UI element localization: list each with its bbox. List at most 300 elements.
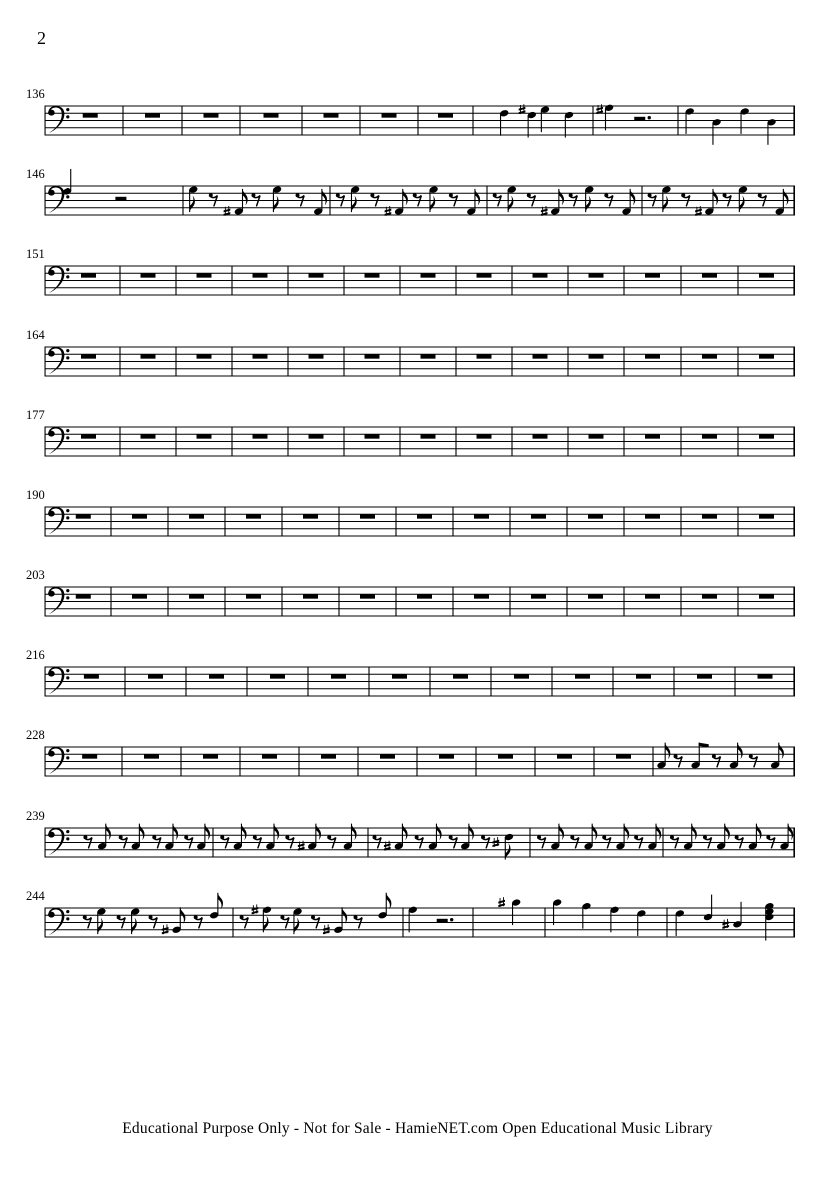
- whole-rest-icon: [81, 273, 96, 277]
- quarter-note: [499, 109, 509, 136]
- measure: [203, 754, 218, 758]
- whole-rest-icon: [531, 514, 546, 518]
- eighth-rest-icon: [354, 915, 363, 928]
- staff-line: [45, 135, 795, 136]
- eighth-rest-icon: [194, 915, 203, 928]
- measure: [702, 354, 717, 358]
- measure: [145, 113, 160, 117]
- quarter-note: [408, 906, 418, 933]
- eighth-flag-icon: [738, 743, 743, 760]
- staff-system-164: [26, 328, 795, 377]
- barline: [737, 587, 738, 617]
- eighth-rest-icon: [184, 835, 193, 848]
- barline: [45, 106, 46, 136]
- eighth-flag-icon: [322, 189, 327, 206]
- measure: [84, 674, 99, 678]
- barline: [399, 266, 400, 296]
- staff-system-228: [26, 728, 795, 777]
- barline: [472, 106, 473, 136]
- staff-line: [45, 922, 795, 923]
- staff-line: [45, 747, 795, 748]
- barline: [793, 427, 795, 457]
- staff-line: [45, 667, 795, 668]
- measure: [309, 354, 324, 358]
- eighth-flag-icon: [559, 189, 564, 206]
- barline: [475, 747, 476, 777]
- barline: [124, 667, 125, 697]
- measure: [702, 273, 717, 277]
- eighth-flag-icon: [139, 824, 144, 841]
- whole-rest-icon: [145, 113, 160, 117]
- barline: [298, 747, 299, 777]
- measure: [81, 273, 96, 277]
- whole-rest-icon: [575, 674, 590, 678]
- stem: [70, 169, 71, 191]
- measure: [270, 674, 285, 678]
- measure: [382, 113, 397, 117]
- barline: [231, 427, 232, 457]
- measure: [477, 273, 492, 277]
- page-number: 2: [37, 28, 46, 48]
- measure: [62, 169, 126, 201]
- stem: [553, 903, 554, 925]
- measure: [438, 113, 453, 117]
- eighth-rest-icon: [280, 915, 289, 928]
- eighth-rest-icon: [285, 835, 294, 848]
- barline: [182, 186, 183, 216]
- stem: [711, 895, 712, 917]
- measure: [498, 754, 513, 758]
- barline: [357, 747, 358, 777]
- barline: [167, 507, 168, 537]
- staff-system-136: [26, 87, 795, 145]
- eighth-flag-icon: [351, 824, 356, 841]
- measure: [645, 594, 660, 598]
- barline: [623, 266, 624, 296]
- staff-line: [45, 835, 795, 836]
- measure: [331, 674, 346, 678]
- eighth-rest-icon: [373, 835, 382, 848]
- whole-rest-icon: [421, 354, 436, 358]
- eighth-flag-icon: [241, 824, 246, 841]
- eighth-rest-icon: [703, 835, 712, 848]
- staff-line: [45, 587, 795, 588]
- staff-line: [45, 776, 795, 777]
- barline: [662, 828, 663, 858]
- measure: [144, 754, 159, 758]
- barline: [486, 186, 487, 216]
- barline: [677, 106, 678, 136]
- eighth-flag-icon: [592, 824, 597, 841]
- staff-line: [45, 456, 795, 457]
- barline: [181, 106, 182, 136]
- staff-line: [45, 361, 795, 362]
- bass-clef-icon: [48, 747, 69, 774]
- measure: [81, 434, 96, 438]
- whole-rest-icon: [76, 594, 91, 598]
- bass-clef-icon: [48, 266, 69, 293]
- barline: [45, 747, 46, 777]
- whole-rest-icon: [303, 594, 318, 598]
- quarter-note: [767, 118, 777, 145]
- measure: [189, 594, 204, 598]
- measure-number: 239: [26, 809, 45, 823]
- measure: [616, 754, 631, 758]
- eighth-flag-icon: [779, 743, 784, 760]
- barline: [641, 186, 642, 216]
- measure: [645, 514, 660, 518]
- staff-line: [45, 441, 795, 442]
- eighth-rest-icon: [481, 835, 490, 848]
- eighth-flag-icon: [475, 189, 480, 206]
- whole-rest-icon: [702, 354, 717, 358]
- measure: [477, 434, 492, 438]
- whole-rest-icon: [246, 594, 261, 598]
- whole-rest-icon: [144, 754, 159, 758]
- barline: [511, 266, 512, 296]
- measure: [417, 594, 432, 598]
- barline: [793, 507, 795, 537]
- whole-rest-icon: [589, 434, 604, 438]
- barline: [287, 347, 288, 377]
- barline: [359, 106, 360, 136]
- staff-line: [45, 842, 795, 843]
- staff-line: [45, 528, 795, 529]
- whole-rest-icon: [148, 674, 163, 678]
- staff-line: [45, 507, 795, 508]
- bass-clef-icon: [48, 507, 69, 534]
- staff-system-146: [26, 167, 795, 216]
- barline: [239, 106, 240, 136]
- barline: [567, 347, 568, 377]
- whole-rest-icon: [209, 674, 224, 678]
- whole-rest-icon: [474, 514, 489, 518]
- measure: [141, 354, 156, 358]
- barline: [734, 667, 735, 697]
- eighth-rest-icon: [712, 754, 721, 767]
- eighth-rest-icon: [149, 915, 158, 928]
- eighth-rest-icon: [449, 193, 458, 206]
- barline: [119, 347, 120, 377]
- barline: [680, 507, 681, 537]
- measure: [645, 434, 660, 438]
- whole-rest-icon: [270, 674, 285, 678]
- measure: [360, 514, 375, 518]
- barline: [395, 587, 396, 617]
- staff-line: [45, 688, 795, 689]
- whole-rest-icon: [246, 514, 261, 518]
- barline: [566, 507, 567, 537]
- staff-system-203: [26, 568, 795, 617]
- measure: [246, 594, 261, 598]
- bass-clef-icon: [48, 587, 69, 614]
- measure: [645, 354, 660, 358]
- eighth-flag-icon: [663, 196, 668, 213]
- whole-rest-icon: [531, 594, 546, 598]
- stem: [409, 910, 410, 932]
- whole-rest-icon: [759, 354, 774, 358]
- barline: [793, 908, 795, 938]
- barline: [301, 106, 302, 136]
- barline: [167, 587, 168, 617]
- bass-clef-icon: [48, 427, 69, 454]
- staff-system-244: [26, 889, 795, 941]
- whole-rest-icon: [645, 354, 660, 358]
- barline: [737, 266, 738, 296]
- eighth-flag-icon: [656, 824, 661, 841]
- barline: [119, 266, 120, 296]
- measure: [675, 895, 775, 941]
- barline: [509, 587, 510, 617]
- whole-rest-icon: [253, 273, 268, 277]
- measure: [141, 273, 156, 277]
- measure-number: 203: [26, 568, 45, 582]
- whole-rest-icon: [477, 273, 492, 277]
- eighth-flag-icon: [469, 824, 474, 841]
- barline: [45, 587, 46, 617]
- whole-rest-icon: [309, 434, 324, 438]
- barline: [737, 427, 738, 457]
- measure: [197, 354, 212, 358]
- measure: [588, 514, 603, 518]
- barline: [455, 427, 456, 457]
- staff-line: [45, 120, 795, 121]
- eighth-rest-icon: [413, 193, 422, 206]
- measure: [439, 754, 454, 758]
- whole-rest-icon: [84, 674, 99, 678]
- measure: [453, 674, 468, 678]
- stem: [637, 914, 638, 936]
- barline: [666, 908, 667, 938]
- staff-system-177: [26, 408, 795, 457]
- staff-system-190: [26, 488, 795, 537]
- staff-line: [45, 696, 795, 697]
- staff-line: [45, 937, 795, 938]
- measure: [197, 273, 212, 277]
- staff-line: [45, 929, 795, 930]
- measure: [759, 354, 774, 358]
- barline: [593, 747, 594, 777]
- eighth-rest-icon: [602, 835, 611, 848]
- measure: [421, 354, 436, 358]
- whole-rest-icon: [331, 674, 346, 678]
- whole-rest-icon: [616, 754, 631, 758]
- measure-number: 244: [26, 889, 45, 903]
- eighth-rest-icon: [723, 193, 732, 206]
- whole-rest-icon: [253, 434, 268, 438]
- whole-rest-icon: [82, 754, 97, 758]
- staff-system-151: [26, 247, 795, 296]
- whole-rest-icon: [360, 514, 375, 518]
- eighth-rest-icon: [119, 835, 128, 848]
- barline: [338, 587, 339, 617]
- measure: [132, 514, 147, 518]
- whole-rest-icon: [636, 674, 651, 678]
- staff-system-216: [26, 648, 795, 697]
- whole-rest-icon: [324, 113, 339, 117]
- measure: [83, 893, 223, 935]
- measure: [132, 594, 147, 598]
- barline: [680, 266, 681, 296]
- whole-rest-icon: [132, 514, 147, 518]
- staff-line: [45, 601, 795, 602]
- eighth-flag-icon: [98, 918, 103, 935]
- barline: [175, 427, 176, 457]
- barline: [45, 186, 46, 216]
- barline: [612, 667, 613, 697]
- barline: [343, 266, 344, 296]
- whole-rest-icon: [645, 514, 660, 518]
- measure: [758, 674, 773, 678]
- eighth-flag-icon: [739, 196, 744, 213]
- staff-line: [45, 857, 795, 858]
- whole-rest-icon: [759, 514, 774, 518]
- barline: [793, 828, 795, 858]
- whole-rest-icon: [392, 674, 407, 678]
- whole-rest-icon: [589, 354, 604, 358]
- barline: [175, 347, 176, 377]
- whole-rest-icon: [557, 754, 572, 758]
- barline: [429, 667, 430, 697]
- measure: [303, 514, 318, 518]
- stem: [512, 903, 513, 925]
- eighth-flag-icon: [630, 189, 635, 206]
- measure: [408, 906, 454, 933]
- stem: [541, 110, 542, 132]
- barline: [417, 106, 418, 136]
- whole-rest-icon: [702, 514, 717, 518]
- whole-rest-icon: [417, 594, 432, 598]
- whole-rest-icon: [380, 754, 395, 758]
- staff-system-239: [26, 809, 795, 860]
- augmentation-dot: [450, 918, 453, 921]
- whole-rest-icon: [533, 273, 548, 277]
- whole-rest-icon: [477, 434, 492, 438]
- stem: [712, 123, 713, 145]
- measure: [373, 824, 514, 860]
- eighth-flag-icon: [173, 824, 178, 841]
- eighth-rest-icon: [251, 193, 260, 206]
- measure: [533, 354, 548, 358]
- measure: [421, 434, 436, 438]
- barline: [544, 908, 545, 938]
- staff-line: [45, 186, 795, 187]
- barline: [180, 747, 181, 777]
- eighth-rest-icon: [766, 835, 775, 848]
- measure: [81, 354, 96, 358]
- staff-line: [45, 295, 795, 296]
- stem: [765, 907, 766, 941]
- whole-rest-icon: [758, 674, 773, 678]
- eighth-rest-icon: [83, 835, 92, 848]
- barline: [737, 507, 738, 537]
- measure: [240, 893, 392, 935]
- barline: [338, 507, 339, 537]
- eighth-rest-icon: [209, 193, 218, 206]
- eighth-flag-icon: [559, 824, 564, 841]
- eighth-rest-icon: [311, 915, 320, 928]
- whole-rest-icon: [203, 754, 218, 758]
- measure: [148, 674, 163, 678]
- quarter-note: [511, 898, 521, 925]
- whole-rest-icon: [421, 434, 436, 438]
- barline: [737, 347, 738, 377]
- whole-rest-icon: [197, 354, 212, 358]
- measure: [309, 273, 324, 277]
- staff-line: [45, 368, 795, 369]
- measure: [246, 514, 261, 518]
- eighth-rest-icon: [220, 835, 229, 848]
- measure: [474, 514, 489, 518]
- measure: [702, 434, 717, 438]
- eighth-rest-icon: [152, 835, 161, 848]
- measure: [141, 434, 156, 438]
- whole-rest-icon: [264, 113, 279, 117]
- measure: [262, 754, 277, 758]
- eighth-flag-icon: [788, 824, 793, 841]
- barline: [399, 427, 400, 457]
- eighth-rest-icon: [415, 835, 424, 848]
- barline: [224, 507, 225, 537]
- stem: [610, 910, 611, 932]
- eighth-note: [262, 906, 272, 933]
- eighth-flag-icon: [386, 893, 391, 910]
- eighth-rest-icon: [296, 193, 305, 206]
- whole-rest-icon: [253, 354, 268, 358]
- barline: [175, 266, 176, 296]
- staff-line: [45, 354, 795, 355]
- barline: [246, 667, 247, 697]
- staff-line: [45, 608, 795, 609]
- eighth-flag-icon: [190, 196, 195, 213]
- barline: [566, 587, 567, 617]
- measure: [365, 273, 380, 277]
- barline: [623, 427, 624, 457]
- measure: [533, 434, 548, 438]
- whole-rest-icon: [438, 113, 453, 117]
- half-rest-icon: [437, 919, 448, 923]
- measure: [557, 754, 572, 758]
- whole-rest-icon: [477, 354, 492, 358]
- barline: [224, 587, 225, 617]
- barline: [45, 507, 46, 537]
- barline: [239, 747, 240, 777]
- whole-rest-icon: [303, 514, 318, 518]
- measure: [531, 594, 546, 598]
- eighth-rest-icon: [681, 193, 690, 206]
- bass-clef-icon: [48, 908, 69, 935]
- eighth-note: [504, 833, 514, 860]
- staff-line: [45, 908, 795, 909]
- whole-rest-icon: [588, 514, 603, 518]
- barline: [455, 347, 456, 377]
- measure: [588, 594, 603, 598]
- staff-line: [45, 280, 795, 281]
- barline: [673, 667, 674, 697]
- whole-rest-icon: [309, 354, 324, 358]
- barline: [231, 347, 232, 377]
- eighth-rest-icon: [674, 754, 683, 767]
- whole-rest-icon: [453, 674, 468, 678]
- whole-rest-icon: [645, 273, 660, 277]
- measure-number: 228: [26, 728, 45, 742]
- whole-rest-icon: [309, 273, 324, 277]
- whole-rest-icon: [759, 434, 774, 438]
- half-rest-icon: [634, 117, 645, 121]
- eighth-rest-icon: [370, 193, 379, 206]
- eighth-rest-icon: [83, 915, 92, 928]
- barline: [680, 587, 681, 617]
